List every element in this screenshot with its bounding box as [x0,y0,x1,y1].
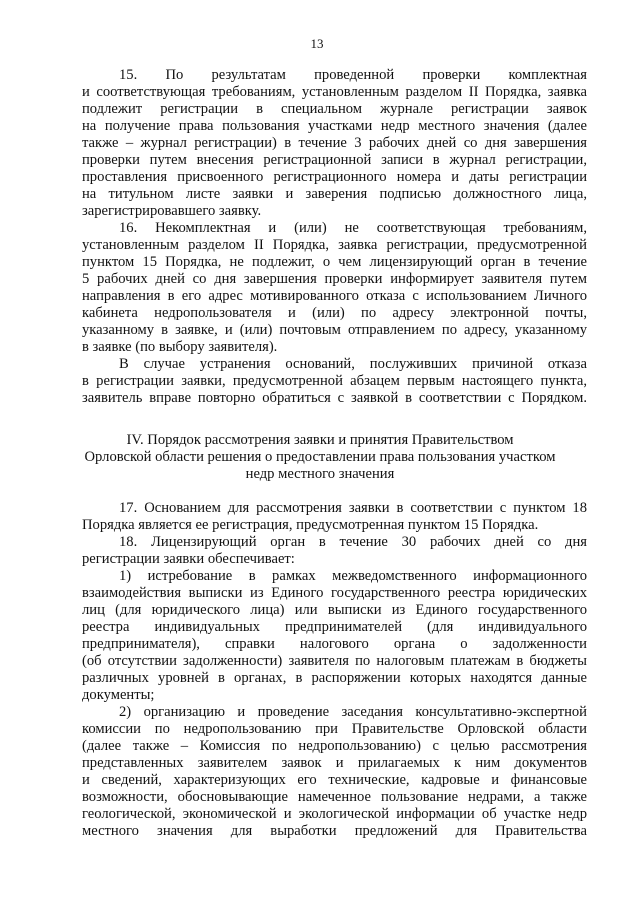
text-line: проставления присвоенного регистрационного номера и даты регистрации [82,169,587,185]
text-line: проверки путем внесения регистрационной записи в журнал регистрации, [82,152,587,168]
text-line: на титульном листе заявки и заверения подписью должностного лица, [82,186,587,202]
text-line: 2) организацию и проведение заседания консультативно-экспертной [119,704,587,720]
text-line: установленным разделом II Порядка, заявка регистрации, предусмотренной [82,237,587,253]
text-line: 15. По результатам проведенной проверки комплектная [119,67,587,83]
text-line: заявитель вправе повторно обратиться с заявкой в соответствии с Порядком. [82,390,587,406]
text-line: документы; [82,687,155,703]
text-line: лиц (для юридического лица) или выписки из Единого государственного [82,602,587,618]
text-line: (об отсутствии задолженности) заявителя по налоговым платежам в бюджеты [82,653,587,669]
text-line: и соответствующая требованиям, установленным разделом II Порядка, заявка [82,84,587,100]
text-line: 17. Основанием для рассмотрения заявки в соответствии с пунктом 18 [119,500,587,516]
page-number: 13 [310,36,324,51]
text-line: на получение права пользования участками недр местного значения (далее [82,118,587,134]
text-line: и сведений, характеризующих его технические, кадровые и финансовые [82,772,587,788]
text-line: также – журнал регистрации) в течение 3 рабочих дней со дня завершения [82,135,587,151]
text-line: геологической, экономической и экологической информации об участке недр [82,806,587,822]
text-line: кабинета недропользователя и (или) по адресу электронной почты, [82,305,587,321]
text-line: зарегистрировавшего заявку. [82,203,262,219]
text-line: комиссии по недропользованию при Правительстве Орловской области [82,721,587,737]
text-line: в заявке (по выбору заявителя). [82,339,278,355]
section-heading-line: Орловской области решения о предоставлении права пользования участком [84,449,556,465]
text-line: (далее также – Комиссия по недропользованию) с целью рассмотрения [82,738,587,754]
text-line: предпринимателя), справки налогового органа о задолженности [82,636,587,652]
section-heading-line: IV. Порядок рассмотрения заявки и принятия Правительством [126,432,514,448]
text-line: В случае устранения оснований, послуживших причиной отказа [119,356,587,372]
text-line: указанному в заявке, и (или) почтовым отправлением по адресу, указанному [82,322,587,338]
text-line: направления в его адрес мотивированного отказа с использованием Личного [82,288,587,304]
text-line: Порядка является ее регистрация, предусмотренная пунктом 15 Порядка. [82,517,539,533]
text-line: в регистрации заявки, предусмотренной абзацем первым настоящего пункта, [82,373,587,389]
text-line: различных уровней в органах, в распоряжении которых находятся данные [82,670,587,686]
text-line: реестра индивидуальных предпринимателей (для индивидуального [82,619,587,635]
text-line: регистрации заявки обеспечивает: [82,551,295,567]
section-heading-line: недр местного значения [245,466,395,482]
text-line: пунктом 15 Порядка, не подлежит, о чем лицензирующий орган в течение [82,254,587,270]
text-line: местного значения для выработки предложений для Правительства [82,823,587,839]
text-line: 18. Лицензирующий орган в течение 30 рабочих дней со дня [119,534,587,550]
text-line: 1) истребование в рамках межведомственного информационного [119,568,587,584]
text-line: подлежит регистрации в специальном журнале регистрации заявок [82,101,587,117]
text-line: 5 рабочих дней со дня завершения проверки информирует заявителя путем [82,271,587,287]
text-line: возможности, обосновывающие намеченное пользование недрами, а также [82,789,587,805]
text-line: взаимодействия выписки из Единого государственного реестра юридических [82,585,587,601]
text-line: представленных заявителем заявок и прилагаемых к ним документов [82,755,587,771]
text-line: 16. Некомплектная и (или) не соответствующая требованиям, [119,220,587,236]
